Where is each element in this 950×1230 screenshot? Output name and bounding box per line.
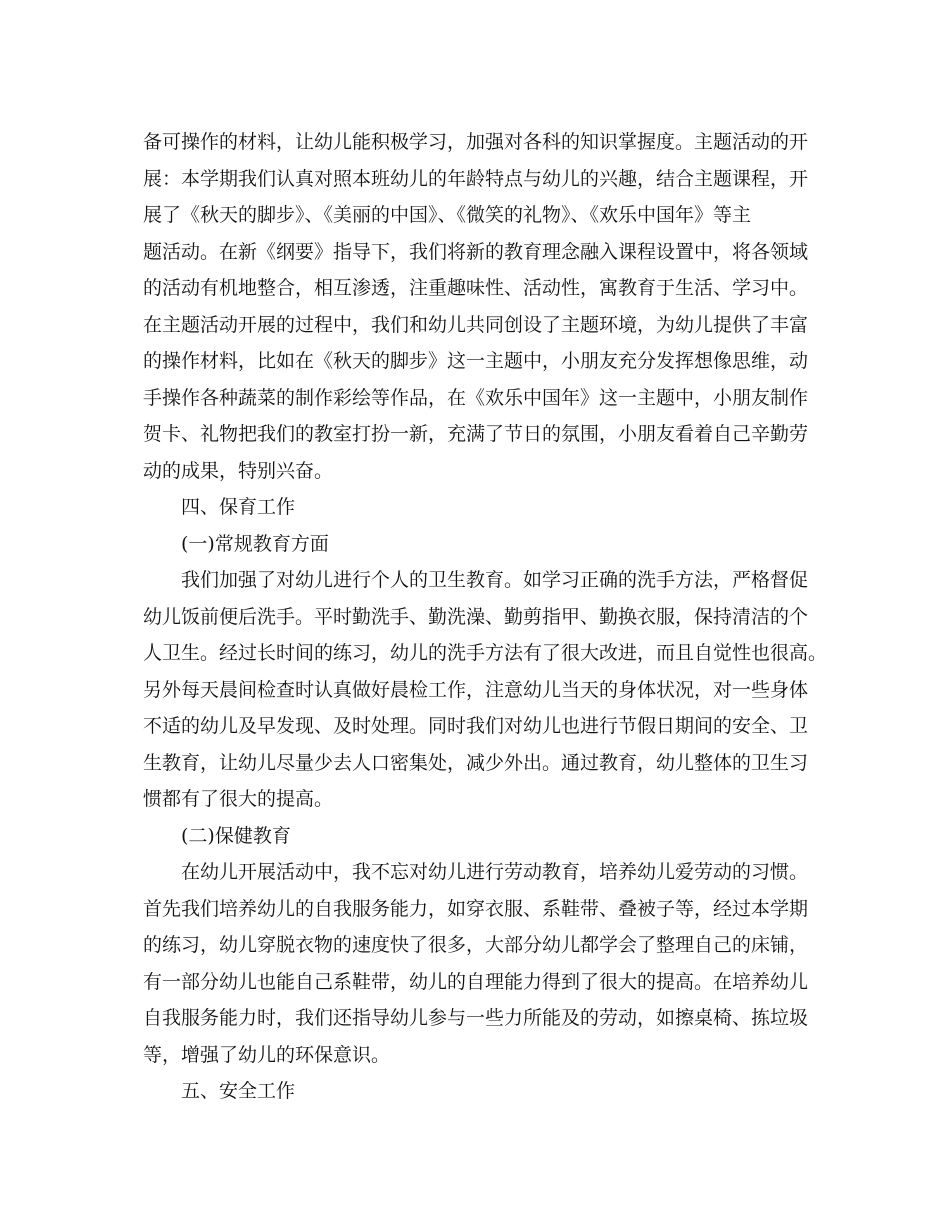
text-line: 我们加强了对幼儿进行个人的卫生教育。如学习正确的洗手方法，严格督促 [181,569,809,591]
text-line: 有一部分幼儿也能自己系鞋带，幼儿的自理能力得到了很大的提高。在培养幼儿 [143,970,809,993]
text-line: (二)保健教育 [181,824,291,847]
text-line: 生教育，让幼儿尽量少去人口密集处，减少外出。通过教育，幼儿整体的卫生习 [143,751,809,774]
text-line: 的练习，幼儿穿脱衣物的速度快了很多，大部分幼儿都学会了整理自己的床铺， [143,934,809,956]
text-line: 的活动有机地整合，相互渗透，注重趣味性、活动性，寓教育于生活、学习中。 [143,277,809,299]
text-line: 另外每天晨间检查时认真做好晨检工作，注意幼儿当天的身体状况，对一些身体 [143,678,809,701]
text-line: 展了《秋天的脚步》、《美丽的中国》、《微笑的礼物》、《欢乐中国年》等主 [143,204,752,226]
text-line: 不适的幼儿及早发现、及时处理。同时我们对幼儿也进行节假日期间的安全、卫 [143,715,809,737]
text-line: 五、安全工作 [181,1080,296,1102]
text-line: 首先我们培养幼儿的自我服务能力，如穿衣服、系鞋带、叠被子等，经过本学期 [143,897,809,920]
text-line: (一)常规教育方面 [181,532,329,555]
text-line: 等，增强了幼儿的环保意识。 [143,1043,391,1066]
document-body [143,124,828,1110]
text-line: 的操作材料，比如在《秋天的脚步》这一主题中，小朋友充分发挥想像思维，动 [143,350,809,372]
text-line: 自我服务能力时，我们还指导幼儿参与一些力所能及的劳动，如擦桌椅、拣垃圾 [143,1007,809,1029]
text-line: 备可操作的材料，让幼儿能积极学习，加强对各科的知识掌握度。主题活动的开 [143,131,809,153]
text-line: 题活动。在新《纲要》指导下，我们将新的教育理念融入课程设置中，将各领域 [143,240,809,263]
text-line: 人卫生。经过长时间的练习，幼儿的洗手方法有了很大改进，而且自觉性也很高。 [143,642,828,664]
text-line: 在幼儿开展活动中，我不忘对幼儿进行劳动教育，培养幼儿爱劳动的习惯。 [181,861,809,883]
text-line: 在主题活动开展的过程中，我们和幼儿共同创设了主题环境，为幼儿提供了丰富 [143,313,809,336]
text-line: 惯都有了很大的提高。 [143,788,334,810]
text-line: 贺卡、礼物把我们的教室打扮一新，充满了节日的氛围，小朋友看着自己辛勤劳 [143,423,809,445]
text-line: 动的成果，特别兴奋。 [143,459,334,482]
text-line: 四、保育工作 [181,496,296,518]
text-line: 幼儿饭前便后洗手。平时勤洗手、勤洗澡、勤剪指甲、勤换衣服，保持清洁的个 [143,605,809,628]
text-line: 手操作各种蔬菜的制作彩绘等作品，在《欢乐中国年》这一主题中，小朋友制作 [143,386,809,409]
text-line: 展：本学期我们认真对照本班幼儿的年龄特点与幼儿的兴趣，结合主题课程，开 [143,167,809,190]
